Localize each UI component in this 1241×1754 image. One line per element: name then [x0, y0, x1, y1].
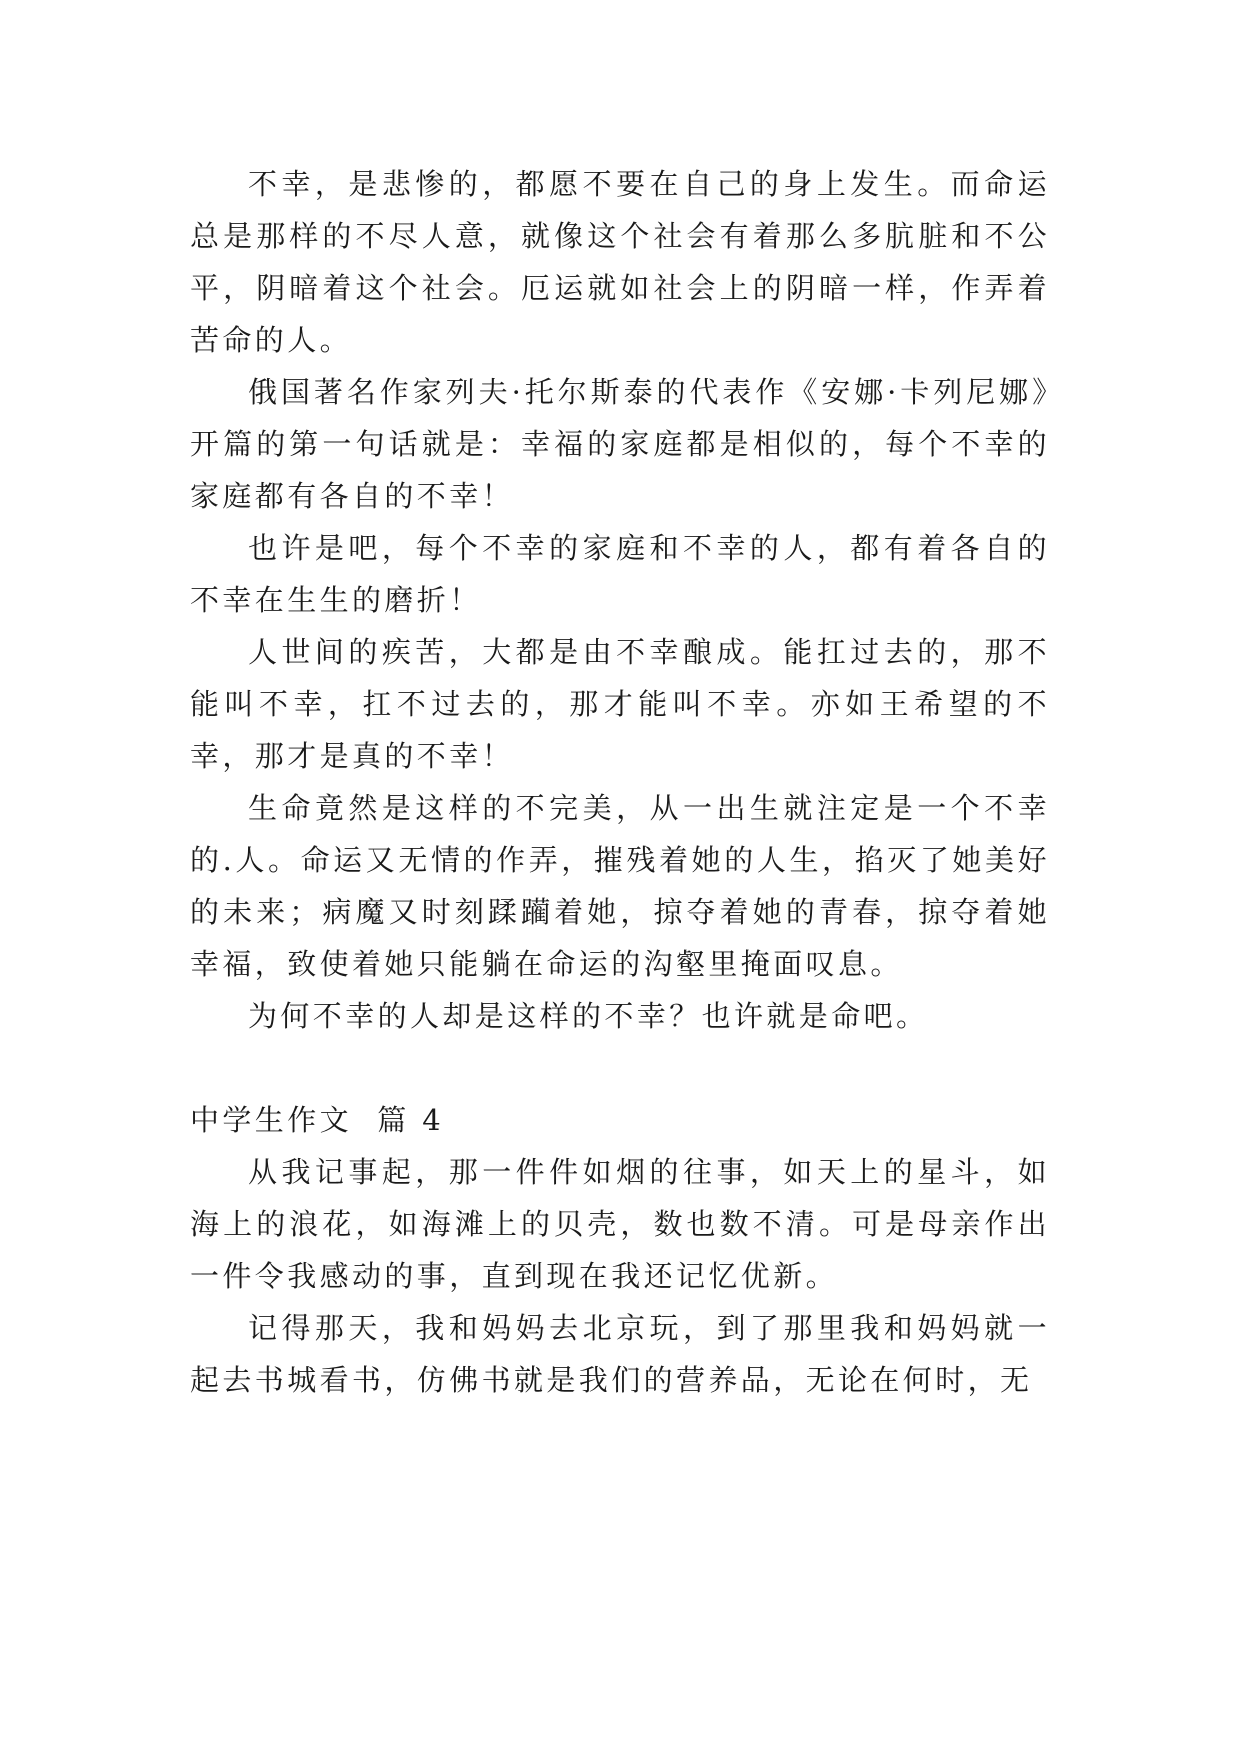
paragraph: 生命竟然是这样的不完美，从一出生就注定是一个不幸的.人。命运又无情的作弄，摧残着她的人生，掐灭了她美好的未来；病魔又时刻蹂躏着她，掠夺着她的青春，掠夺着她幸福，致使着她只能躺在命运的沟壑里掩面叹息。 [190, 791, 1050, 981]
paragraph: 不幸，是悲惨的，都愿不要在自己的身上发生。而命运总是那样的不尽人意，就像这个社会有着那么多肮脏和不公平，阴暗着这个社会。厄运就如社会上的阴暗一样，作弄着苦命的人。 [190, 167, 1050, 357]
paragraph: 从我记事起，那一件件如烟的往事，如天上的星斗，如海上的浪花，如海滩上的贝壳，数也数不清。可是母亲作出一件令我感动的事，直到现在我还记忆优新。 [190, 1155, 1050, 1293]
paragraph: 也许是吧，每个不幸的家庭和不幸的人，都有着各自的不幸在生生的磨折！ [190, 531, 1050, 617]
section-heading: 中学生作文 篇 4 [190, 1103, 445, 1137]
paragraph: 人世间的疾苦，大都是由不幸酿成。能扛过去的，那不能叫不幸，扛不过去的，那才能叫不幸。亦如王希望的不幸，那才是真的不幸！ [190, 635, 1050, 773]
paragraph: 记得那天，我和妈妈去北京玩，到了那里我和妈妈就一起去书城看书，仿佛书就是我们的营养品，无论在何时，无 [190, 1311, 1050, 1397]
document-body [190, 158, 1050, 1406]
paragraph: 俄国著名作家列夫·托尔斯泰的代表作《安娜·卡列尼娜》开篇的第一句话就是：幸福的家庭都是相似的，每个不幸的家庭都有各自的不幸！ [190, 375, 1050, 513]
paragraph: 为何不幸的人却是这样的不幸？也许就是命吧。 [248, 999, 929, 1033]
